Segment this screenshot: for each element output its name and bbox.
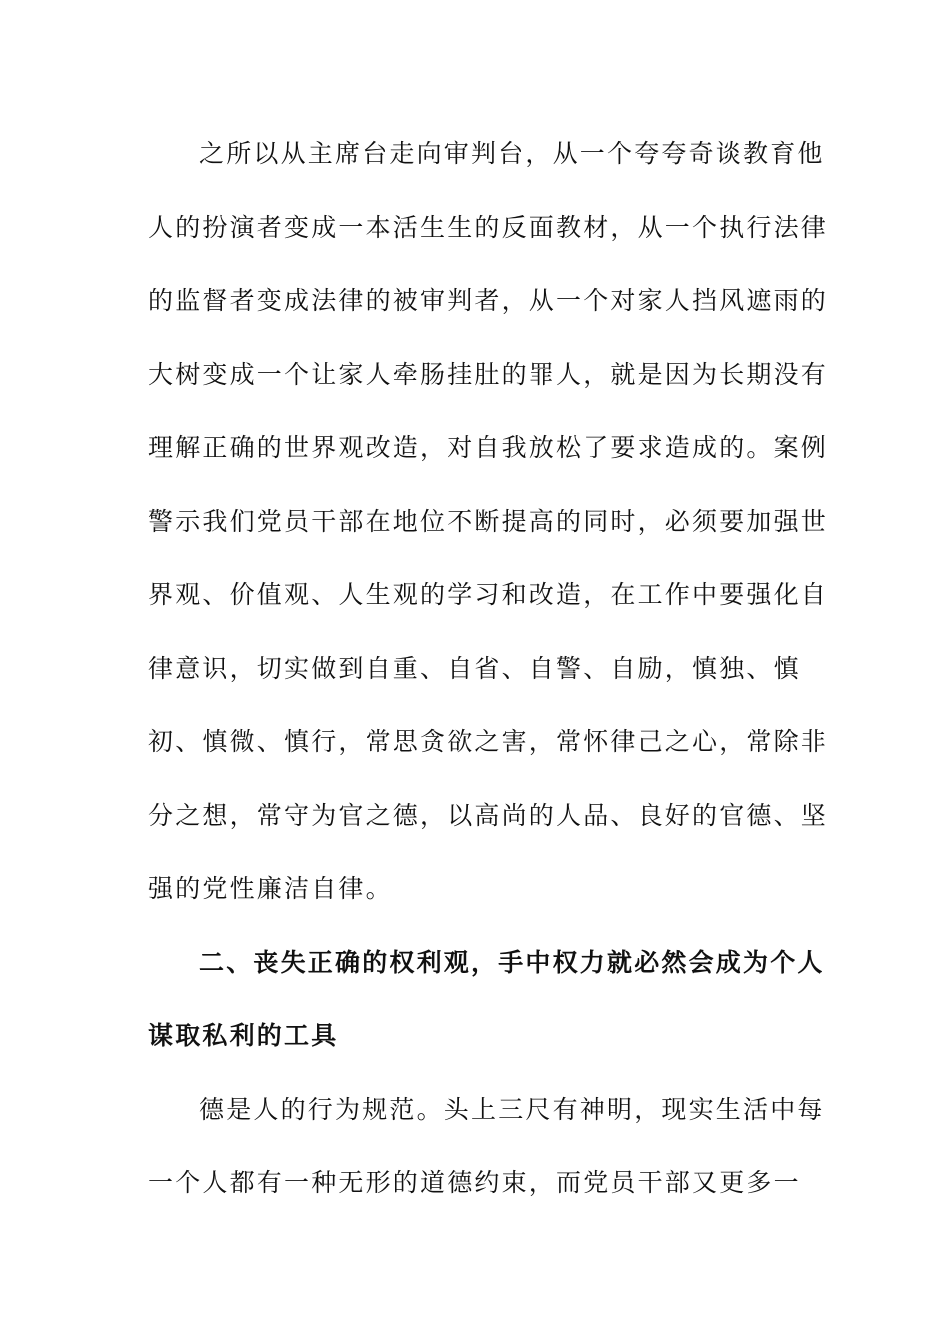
text-line: 分之想，常守为官之德，以高尚的人品、良好的官德、坚 [148,800,829,830]
paragraph-2 [148,1086,825,1233]
heading-line: 谋取私利的工具 [148,1021,339,1050]
text-line: 之所以从主席台走向审判台，从一个夸夸奇谈教育他 [199,139,825,168]
document-body [148,130,829,1233]
text-line: 律意识，切实做到自重、自省、自警、自励，慎独、慎 [148,653,801,683]
text-line: 人的扮演者变成一本活生生的反面教材，从一个执行法律 [148,212,829,242]
text-line: 界观、价值观、人生观的学习和改造，在工作中要强化自 [148,580,829,609]
text-line: 大树变成一个让家人牵肠挂肚的罪人，就是因为长期没有 [148,359,829,389]
text-line: 德是人的行为规范。头上三尺有神明，现实生活中每 [199,1094,825,1124]
text-line: 初、慎微、慎行，常思贪欲之害，常怀律己之心，常除非 [148,727,829,756]
text-line: 理解正确的世界观改造，对自我放松了要求造成的。案例 [148,433,829,462]
paragraph-1 [148,130,829,939]
text-line: 的监督者变成法律的被审判者，从一个对家人挡风遮雨的 [148,286,829,315]
section-heading [148,939,825,1086]
text-line: 强的党性廉洁自律。 [148,874,393,903]
heading-line: 二、丧失正确的权利观，手中权力就必然会成为个人 [199,947,825,977]
text-line: 一个人都有一种无形的道德约束，而党员干部又更多一 [148,1168,801,1197]
text-line: 警示我们党员干部在地位不断提高的同时，必须要加强世 [148,506,829,536]
